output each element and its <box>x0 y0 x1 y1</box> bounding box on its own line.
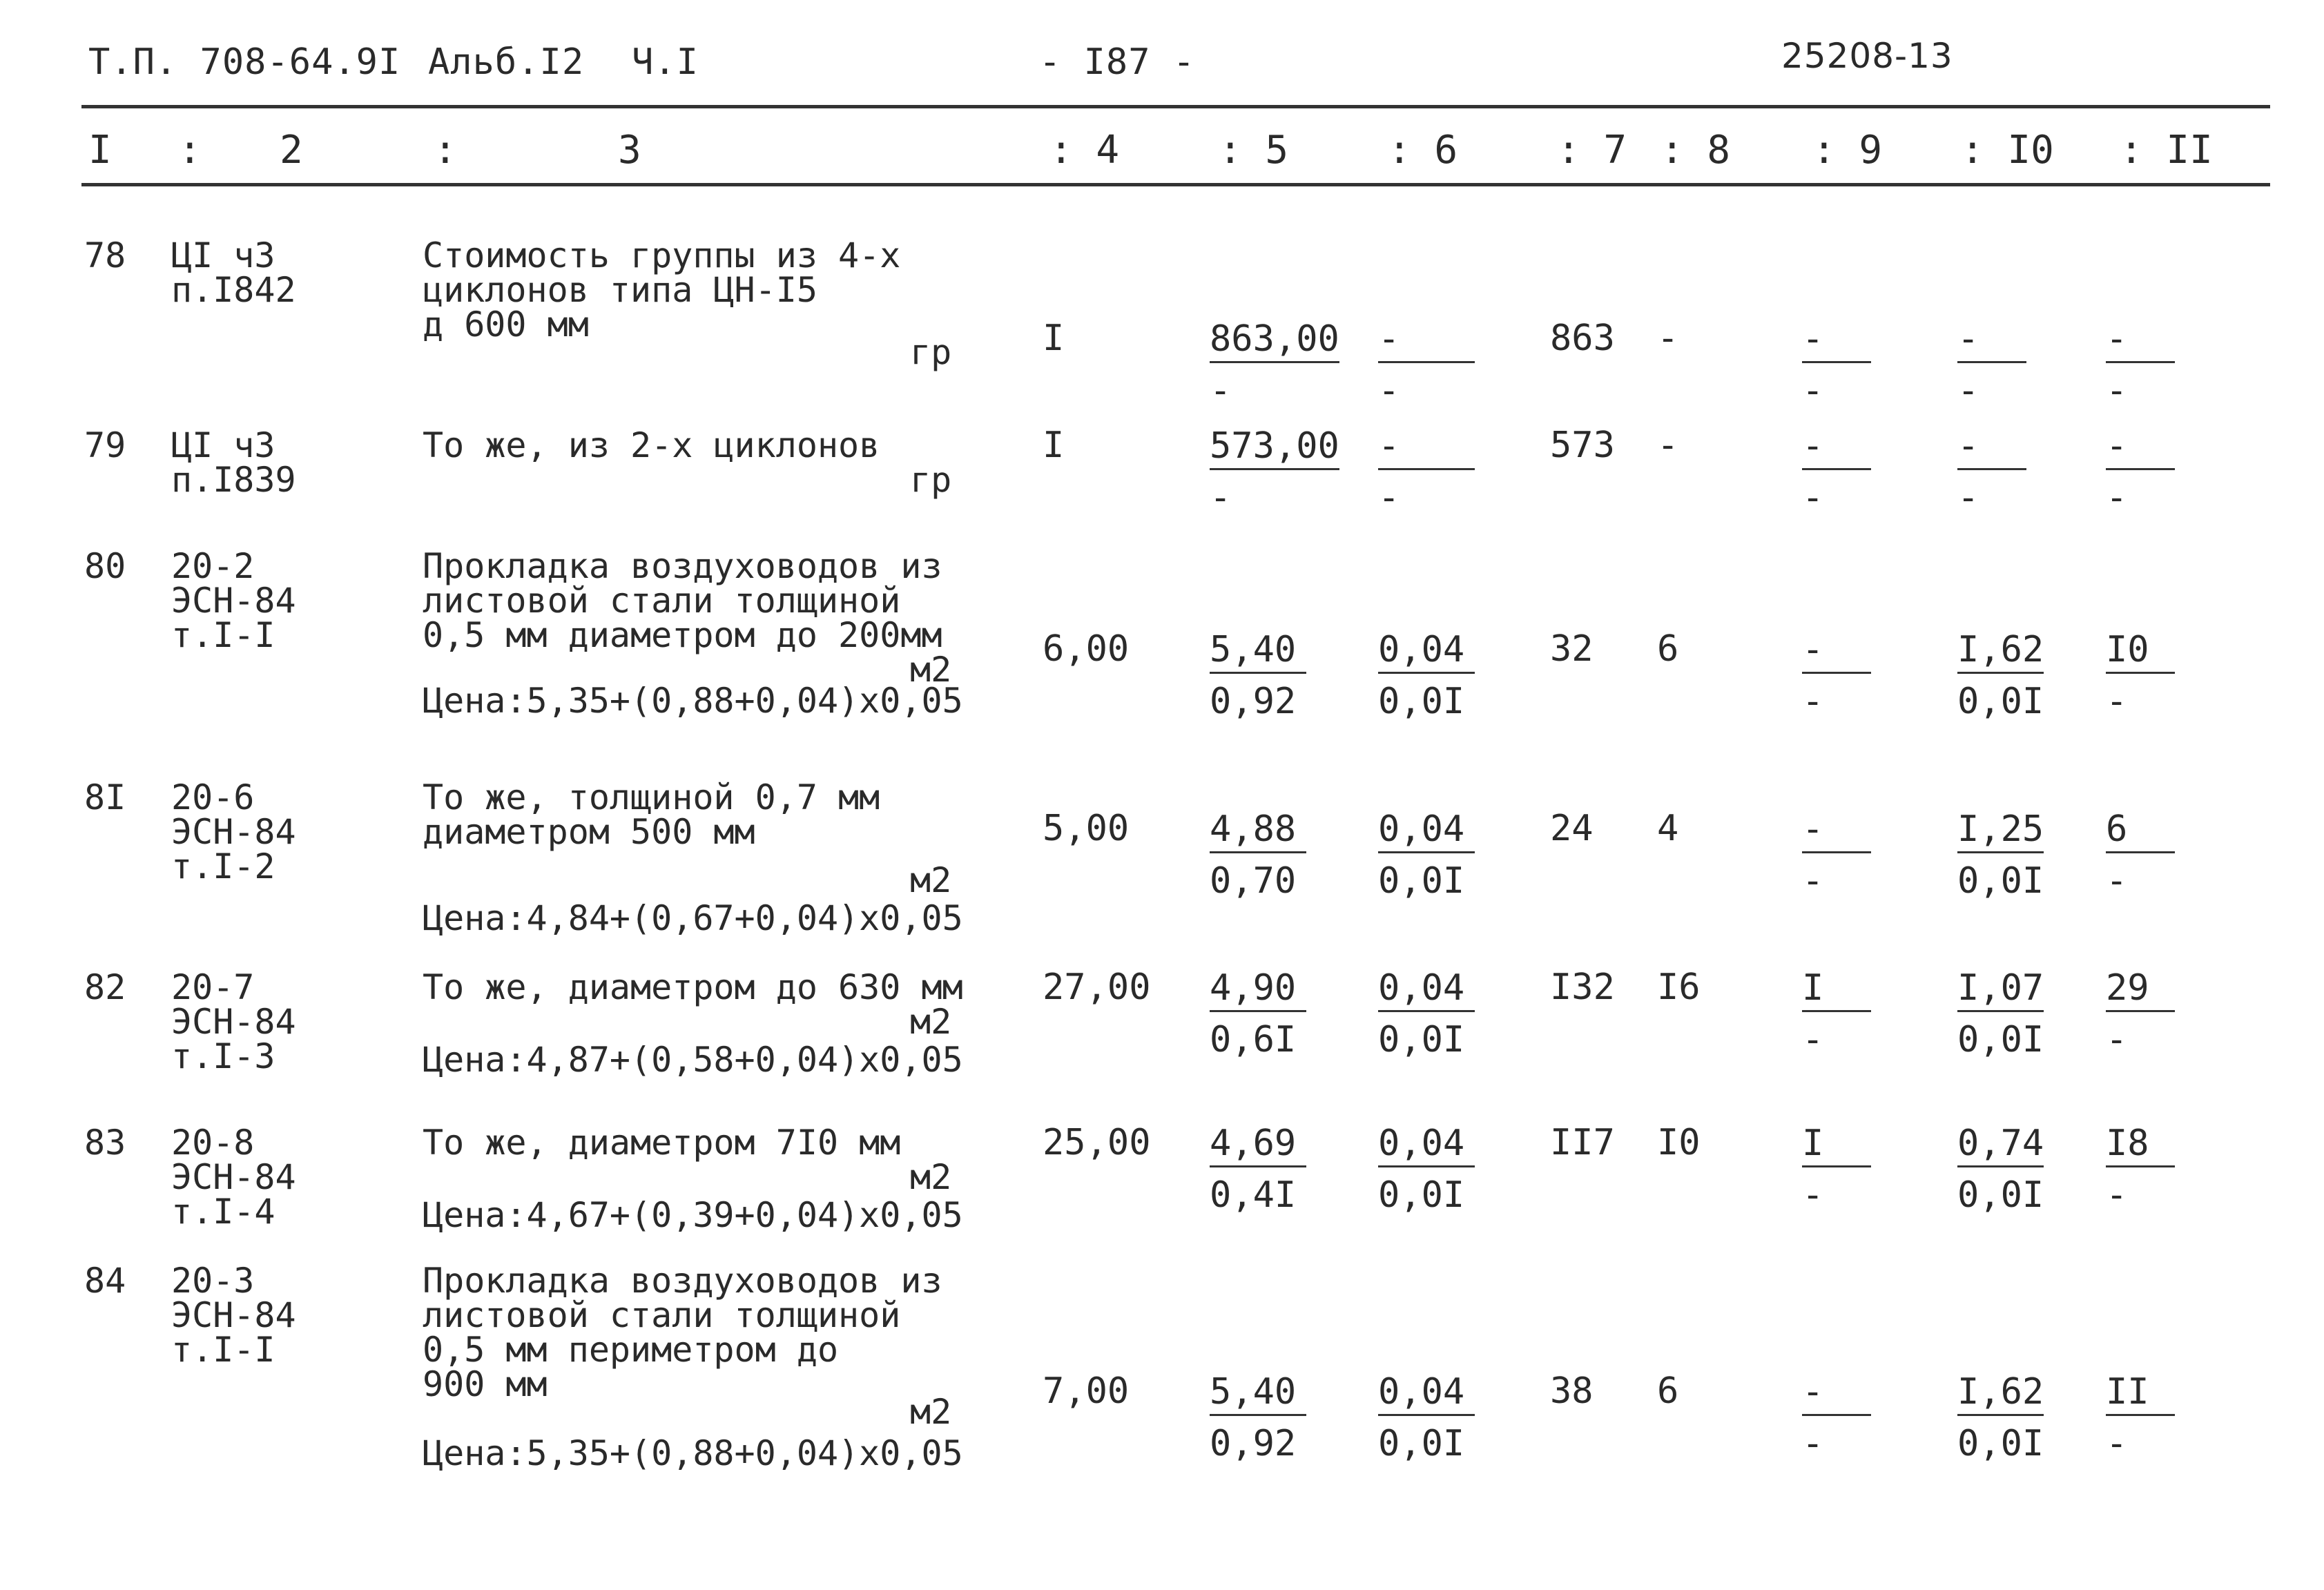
fraction-top: - <box>2106 321 2175 363</box>
page-number: - I87 - <box>1039 41 1196 83</box>
col-1: I <box>88 128 112 173</box>
row-description-line: диаметром 500 мм <box>423 812 755 852</box>
doc-part: Ч.I <box>632 41 699 83</box>
row-fraction-c11 <box>2106 1371 2175 1464</box>
row-fraction-c9 <box>1802 808 1871 902</box>
row-fraction-c6 <box>1378 318 1475 411</box>
row-number: 8I <box>84 777 126 817</box>
fraction-bottom: 0,0I <box>1957 860 2044 902</box>
row-description-line: Прокладка воздуховодов из <box>423 1261 942 1301</box>
fraction-bottom: - <box>2106 1423 2128 1464</box>
fraction-bottom: - <box>1802 1019 1824 1060</box>
row-code-line: 20-8 <box>171 1123 255 1163</box>
fraction-top: 863,00 <box>1210 321 1339 363</box>
row-fraction-c6 <box>1378 808 1475 902</box>
row-description-line: Стоимость группы из 4-х <box>423 235 901 275</box>
row-number: 84 <box>84 1261 126 1301</box>
row-fraction-c5 <box>1210 425 1339 518</box>
row-code-line: т.I-4 <box>171 1192 275 1232</box>
row-total-cost: I32 <box>1550 967 1615 1008</box>
row-unit: м2 <box>910 1157 952 1197</box>
row-fraction-c6 <box>1378 629 1475 722</box>
row-description-line: циклонов типа ЦН-I5 <box>423 270 817 310</box>
row-code-line: ЭСН-84 <box>171 581 296 621</box>
row-code-line: 20-7 <box>171 967 255 1007</box>
row-fraction-c9 <box>1802 1371 1871 1464</box>
fraction-bottom: 0,0I <box>1378 681 1465 722</box>
col-sep: : <box>178 128 202 173</box>
row-code-line: 20-2 <box>171 546 255 586</box>
row-price-formula: Цена:5,35+(0,88+0,04)x0,05 <box>423 1433 963 1473</box>
row-code-line: ЭСН-84 <box>171 812 296 852</box>
row-code-line: п.I839 <box>171 460 296 500</box>
fraction-top: I8 <box>2106 1125 2175 1167</box>
row-fraction-c6 <box>1378 967 1475 1060</box>
fraction-bottom: 0,92 <box>1210 681 1297 722</box>
fraction-bottom: - <box>1957 370 1979 411</box>
row-price-formula: Цена:5,35+(0,88+0,04)x0,05 <box>423 681 963 721</box>
fraction-bottom: - <box>1802 860 1824 902</box>
fraction-top: I <box>1802 970 1871 1012</box>
col-8: : 8 <box>1660 128 1731 173</box>
fraction-bottom: 0,4I <box>1210 1174 1297 1216</box>
row-unit: м2 <box>910 650 952 690</box>
row-fraction-c5 <box>1210 808 1306 902</box>
row-unit: м2 <box>910 1392 952 1432</box>
row-code-line: т.I-2 <box>171 846 275 886</box>
fraction-top: 0,04 <box>1378 632 1475 674</box>
row-quantity: I <box>1043 425 1065 466</box>
fraction-bottom: - <box>1802 1423 1824 1464</box>
row-col8-value: 6 <box>1657 1370 1679 1412</box>
row-fraction-c6 <box>1378 1123 1475 1216</box>
row-code-line: ЦI ч3 <box>171 425 275 465</box>
col-5: : 5 <box>1219 128 1289 173</box>
row-description-line: листовой стали толщиной <box>423 1295 901 1335</box>
row-col8-value: 6 <box>1657 628 1679 670</box>
fraction-top: - <box>1378 321 1475 363</box>
row-fraction-c6 <box>1378 425 1475 518</box>
fraction-top: 5,40 <box>1210 632 1306 674</box>
doc-album: Альб.I2 <box>428 41 585 83</box>
row-col8-value: - <box>1657 425 1679 466</box>
fraction-bottom: 0,6I <box>1210 1019 1297 1060</box>
row-total-cost: 573 <box>1550 425 1615 466</box>
fraction-bottom: - <box>1802 370 1824 411</box>
row-description-line: То же, толщиной 0,7 мм <box>423 777 880 817</box>
fraction-top: - <box>2106 428 2175 470</box>
row-unit: гр <box>910 460 952 500</box>
fraction-bottom: - <box>2106 681 2128 722</box>
fraction-top: 0,74 <box>1957 1125 2044 1167</box>
row-description-line: д 600 мм <box>423 304 589 345</box>
row-number: 79 <box>84 425 126 465</box>
row-description-line: То же, из 2-х циклонов <box>423 425 880 465</box>
fraction-top: 0,04 <box>1378 811 1475 853</box>
row-quantity: 27,00 <box>1043 967 1151 1008</box>
row-fraction-c5 <box>1210 1371 1306 1464</box>
row-code-line: т.I-I <box>171 615 275 655</box>
row-description-line: То же, диаметром до 630 мм <box>423 967 963 1007</box>
row-code-line: т.I-I <box>171 1330 275 1370</box>
fraction-top: 6 <box>2106 811 2175 853</box>
row-fraction-c9 <box>1802 1123 1871 1216</box>
fraction-bottom: - <box>2106 477 2128 518</box>
fraction-top: 4,90 <box>1210 970 1306 1012</box>
fraction-bottom: - <box>1210 370 1232 411</box>
col-4: : 4 <box>1049 128 1120 173</box>
fraction-bottom: - <box>1378 370 1400 411</box>
fraction-top: I,25 <box>1957 811 2044 853</box>
fraction-bottom: - <box>2106 860 2128 902</box>
fraction-top: II <box>2106 1374 2175 1416</box>
row-description-line: 0,5 мм периметром до <box>423 1330 839 1370</box>
fraction-bottom: - <box>1378 477 1400 518</box>
row-col8-value: 4 <box>1657 808 1679 849</box>
fraction-bottom: - <box>1210 477 1232 518</box>
fraction-top: 0,04 <box>1378 970 1475 1012</box>
row-fraction-c10 <box>1957 318 2026 411</box>
fraction-bottom: - <box>2106 1174 2128 1216</box>
row-col8-value: I0 <box>1657 1122 1701 1163</box>
row-quantity: 7,00 <box>1043 1370 1130 1412</box>
row-description-line: 900 мм <box>423 1364 548 1404</box>
fraction-top: - <box>1957 321 2026 363</box>
fraction-top: I,62 <box>1957 632 2044 674</box>
fraction-bottom: - <box>1802 681 1824 722</box>
fraction-top: 29 <box>2106 970 2175 1012</box>
row-quantity: I <box>1043 318 1065 359</box>
row-unit: м2 <box>910 1002 952 1042</box>
fraction-top: I,62 <box>1957 1374 2044 1416</box>
header-bottom-rule <box>81 183 2270 186</box>
fraction-top: I,07 <box>1957 970 2044 1012</box>
col-3: 3 <box>618 128 641 173</box>
fraction-top: I0 <box>2106 632 2175 674</box>
row-code-line: ЭСН-84 <box>171 1002 296 1042</box>
row-code-line: 20-3 <box>171 1261 255 1301</box>
row-code-line: т.I-3 <box>171 1036 275 1076</box>
col-6: : 6 <box>1388 128 1458 173</box>
fraction-bottom: - <box>1957 477 1979 518</box>
row-fraction-c10 <box>1957 808 2044 902</box>
fraction-top: - <box>1802 428 1871 470</box>
row-fraction-c6 <box>1378 1371 1475 1464</box>
fraction-bottom: 0,0I <box>1378 1019 1465 1060</box>
fraction-top: 0,04 <box>1378 1125 1475 1167</box>
row-total-cost: 24 <box>1550 808 1594 849</box>
fraction-bottom: 0,0I <box>1957 1174 2044 1216</box>
fraction-bottom: - <box>1802 477 1824 518</box>
fraction-top: 0,04 <box>1378 1374 1475 1416</box>
row-fraction-c11 <box>2106 318 2175 411</box>
row-col8-value: I6 <box>1657 967 1701 1008</box>
row-fraction-c11 <box>2106 967 2175 1060</box>
row-total-cost: 32 <box>1550 628 1594 670</box>
row-number: 78 <box>84 235 126 275</box>
fraction-top: 573,00 <box>1210 428 1339 470</box>
row-fraction-c5 <box>1210 1123 1306 1216</box>
fraction-bottom: 0,0I <box>1378 860 1465 902</box>
row-code-line: ЭСН-84 <box>171 1157 296 1197</box>
col-sep: : <box>434 128 457 173</box>
row-code-line: п.I842 <box>171 270 296 310</box>
row-number: 80 <box>84 546 126 586</box>
fraction-bottom: 0,0I <box>1957 1019 2044 1060</box>
row-number: 83 <box>84 1123 126 1163</box>
row-fraction-c9 <box>1802 425 1871 518</box>
row-fraction-c9 <box>1802 318 1871 411</box>
fraction-bottom: - <box>2106 1019 2128 1060</box>
fraction-top: - <box>1378 428 1475 470</box>
row-total-cost: 863 <box>1550 318 1615 359</box>
row-price-formula: Цена:4,67+(0,39+0,04)x0,05 <box>423 1195 963 1235</box>
fraction-bottom: 0,0I <box>1957 1423 2044 1464</box>
row-fraction-c10 <box>1957 629 2044 722</box>
row-code-line: ЦI ч3 <box>171 235 275 275</box>
row-fraction-c10 <box>1957 1371 2044 1464</box>
fraction-bottom: 0,70 <box>1210 860 1297 902</box>
row-price-formula: Цена:4,84+(0,67+0,04)x0,05 <box>423 898 963 938</box>
col-11: : II <box>2120 128 2213 173</box>
fraction-bottom: 0,0I <box>1378 1174 1465 1216</box>
row-description-line: листовой стали толщиной <box>423 581 901 621</box>
row-fraction-c10 <box>1957 425 2026 518</box>
fraction-top: 4,88 <box>1210 811 1306 853</box>
fraction-bottom: 0,0I <box>1378 1423 1465 1464</box>
row-fraction-c5 <box>1210 967 1306 1060</box>
col-9: : 9 <box>1812 128 1883 173</box>
row-code-line: ЭСН-84 <box>171 1295 296 1335</box>
fraction-top: - <box>1802 1374 1871 1416</box>
fraction-top: - <box>1802 321 1871 363</box>
row-fraction-c5 <box>1210 318 1339 411</box>
fraction-bottom: - <box>1802 1174 1824 1216</box>
row-fraction-c11 <box>2106 808 2175 902</box>
fraction-top: - <box>1802 632 1871 674</box>
row-quantity: 6,00 <box>1043 628 1130 670</box>
row-quantity: 25,00 <box>1043 1122 1151 1163</box>
doc-tp-number: Т.П. 708-64.9I <box>88 41 401 83</box>
fraction-top: - <box>1802 811 1871 853</box>
col-7: : 7 <box>1557 128 1627 173</box>
row-total-cost: II7 <box>1550 1122 1615 1163</box>
fraction-top: - <box>1957 428 2026 470</box>
row-description-line: 0,5 мм диаметром до 200мм <box>423 615 942 655</box>
row-description-line: Прокладка воздуховодов из <box>423 546 942 586</box>
col-2: 2 <box>280 128 303 173</box>
row-fraction-c11 <box>2106 1123 2175 1216</box>
row-fraction-c5 <box>1210 629 1306 722</box>
row-code-line: 20-6 <box>171 777 255 817</box>
fraction-top: 4,69 <box>1210 1125 1306 1167</box>
row-total-cost: 38 <box>1550 1370 1594 1412</box>
row-price-formula: Цена:4,87+(0,58+0,04)x0,05 <box>423 1040 963 1080</box>
doc-code: 25208-13 <box>1781 36 1953 76</box>
fraction-bottom: - <box>2106 370 2128 411</box>
row-quantity: 5,00 <box>1043 808 1130 849</box>
row-fraction-c10 <box>1957 1123 2044 1216</box>
fraction-bottom: 0,0I <box>1957 681 2044 722</box>
row-col8-value: - <box>1657 318 1679 359</box>
fraction-bottom: 0,92 <box>1210 1423 1297 1464</box>
row-fraction-c11 <box>2106 629 2175 722</box>
col-10: : I0 <box>1961 128 2054 173</box>
header-top-rule <box>81 105 2270 108</box>
row-fraction-c11 <box>2106 425 2175 518</box>
row-unit: гр <box>910 332 952 372</box>
row-unit: м2 <box>910 860 952 900</box>
row-fraction-c10 <box>1957 967 2044 1060</box>
fraction-top: I <box>1802 1125 1871 1167</box>
fraction-top: 5,40 <box>1210 1374 1306 1416</box>
row-fraction-c9 <box>1802 967 1871 1060</box>
row-number: 82 <box>84 967 126 1007</box>
row-fraction-c9 <box>1802 629 1871 722</box>
row-description-line: То же, диаметром 7I0 мм <box>423 1123 901 1163</box>
